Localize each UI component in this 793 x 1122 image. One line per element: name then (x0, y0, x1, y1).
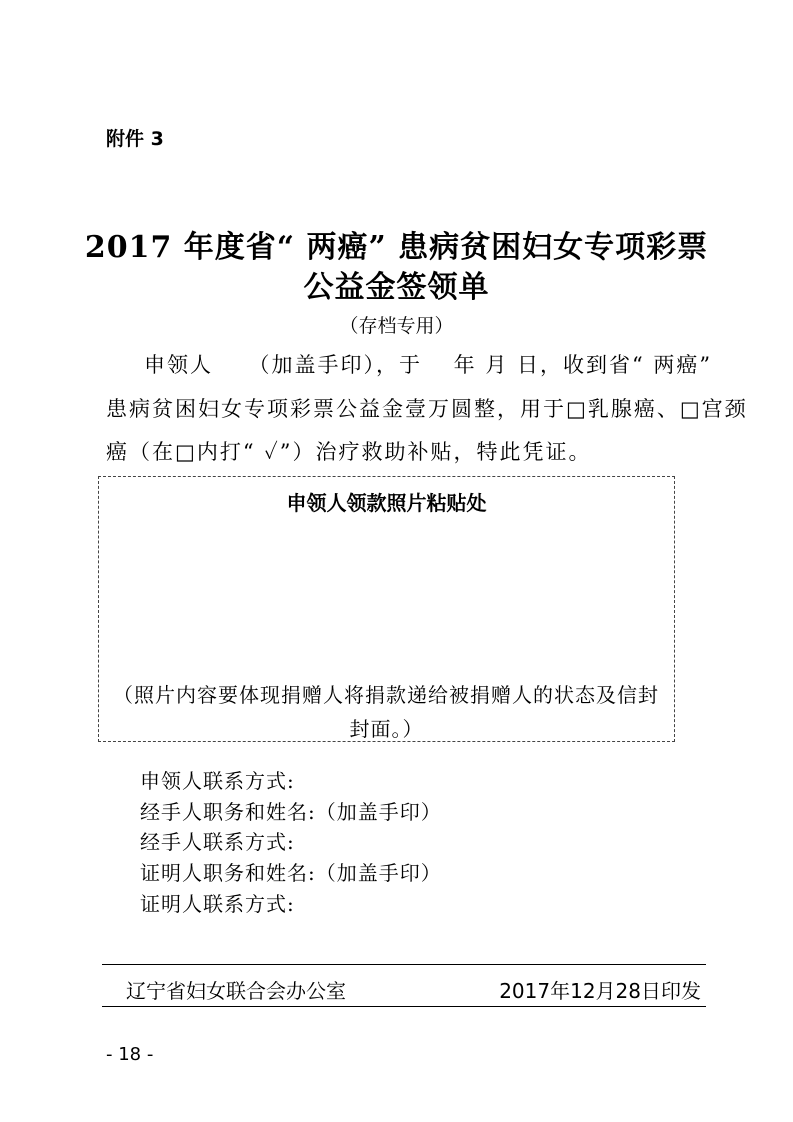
photo-paste-area (98, 476, 675, 742)
body-paragraph-line-2: 患病贫困妇女专项彩票公益金壹万圆整，用于□乳腺癌、□宫颈 (106, 397, 748, 421)
issuing-office: 辽宁省妇女联合会办公室 (126, 979, 346, 1003)
photo-area-note-line-1: （照片内容要体现捐赠人将捐款递给被捐赠人的状态及信封 (113, 683, 659, 707)
document-title-line-2: 公益金签领单 (303, 270, 490, 305)
photo-area-title: 申领人领款照片粘贴处 (286, 491, 487, 515)
document-title-line-1: 2017 年度省“ 两癌” 患病贫困妇女专项彩票 (84, 230, 709, 265)
page-number: - 18 - (106, 1044, 154, 1065)
witness-title-name-field: 证明人职务和姓名:（加盖手印） (140, 861, 442, 885)
body-paragraph-line-1: 申领人 （加盖手印），于 年 月 日，收到省“ 两癌” (144, 353, 713, 377)
handler-title-name-field: 经手人职务和姓名:（加盖手印） (140, 800, 442, 824)
issue-date: 2017年12月28日印发 (499, 979, 701, 1003)
footer-top-rule (102, 964, 706, 965)
attachment-label: 附件 3 (106, 128, 164, 150)
document-subtitle: （存档专用） (339, 315, 454, 337)
body-paragraph-line-3: 癌（在□内打“ ✓”）治疗救助补贴，特此凭证。 (106, 440, 592, 464)
handler-contact-field: 经手人联系方式: (140, 830, 295, 854)
photo-area-note-line-2: 封面。） (349, 717, 424, 741)
footer-bottom-rule (102, 1006, 706, 1007)
applicant-contact-field: 申领人联系方式: (140, 769, 295, 793)
witness-contact-field: 证明人联系方式: (140, 892, 295, 916)
